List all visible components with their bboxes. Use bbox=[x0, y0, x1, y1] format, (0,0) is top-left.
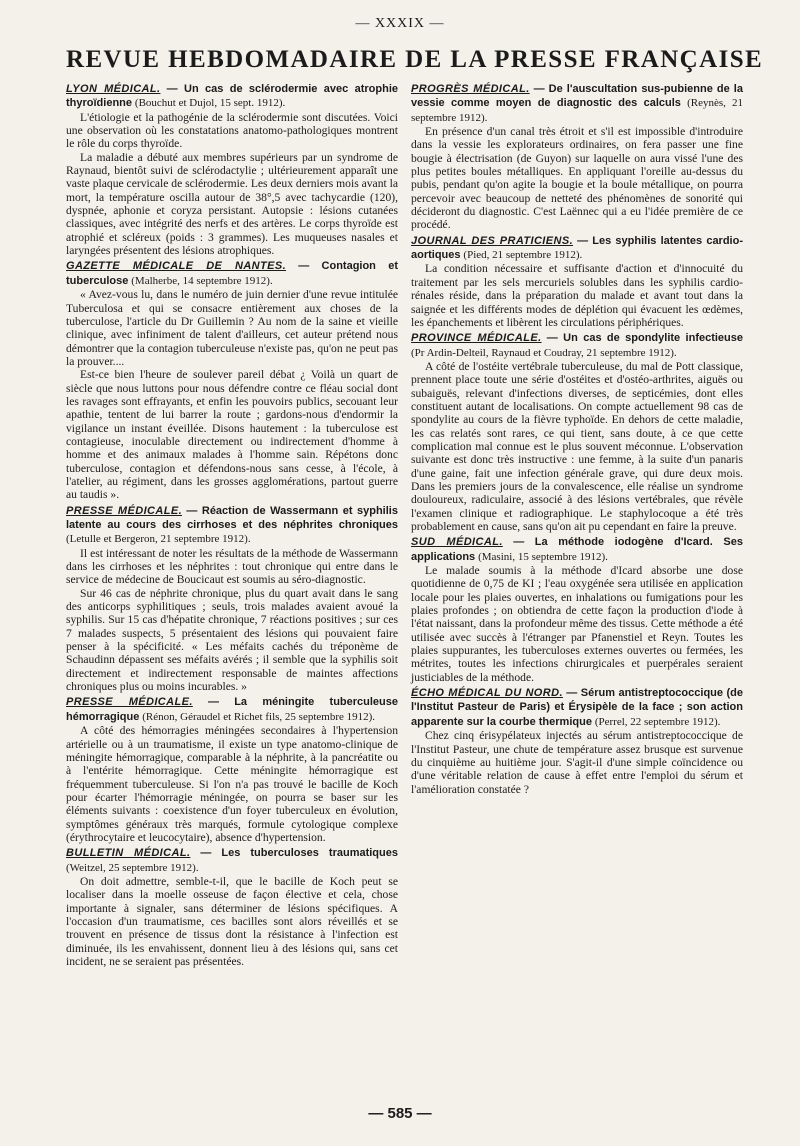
article-ref: (Rénon, Géraudel et Richet fils, 25 septembre 1912). bbox=[142, 710, 376, 723]
article-heading bbox=[411, 535, 743, 564]
article-paragraph: « Avez-vous lu, dans le numéro de juin dernier d'une revue intitulée Tuberculosa et qui se consacre entièrement aux choses de la tuberculose, l'article du Dr Guillemin ? Au nom de la saine et vieille clinique, avec infiniment de talent d'ailleurs, cet auteur prétend nous démontrer que la contagion tuberculeuse n'existe pas, qu'on ne peut pas la prouver.... bbox=[66, 288, 398, 368]
article-source: ÉCHO MÉDICAL DU NORD. bbox=[411, 687, 563, 700]
article-title: — Les syphilis latentes cardio-aortiques bbox=[411, 234, 743, 262]
article-province bbox=[411, 331, 743, 533]
article-nantes bbox=[66, 259, 398, 501]
article-ref: (Malherbe, 14 septembre 1912). bbox=[131, 274, 273, 287]
article-paragraph: A côté des hémorragies méningées secondaires à l'hypertension artérielle ou à un traumatisme, il existe un type anatomo-clinique de méningite hémorragique, comparable à la néphrite, à la pancréatite ou à l'entérite hémorragique. Cette méningite hémorragique est fréquemment tuberculeuse. Si l'on n'a pas trouvé le bacille de Koch pour écarter l'hémorragie méningée, on pourra se baser sur les éléments suivants : coexistence d'un foyer tuberculeux en évolution, symptômes généraux très marqués, formule cytologique complexe (érythrocytaire et leucocytaire), absence d'hypertension. bbox=[66, 724, 398, 844]
article-lyon bbox=[66, 82, 398, 257]
article-ref: (Reynès, 21 septembre 1912). bbox=[411, 97, 743, 124]
article-title: — Contagion et tuberculose bbox=[66, 260, 398, 287]
article-title: — De l'auscultation sus-pubienne de la vessie comme moyen de diagnostic des calculs bbox=[411, 83, 743, 110]
article-source: JOURNAL DES PRATICIENS. bbox=[411, 234, 574, 247]
article-ref: (Weitzel, 25 septembre 1912). bbox=[66, 861, 199, 874]
article-heading bbox=[411, 82, 743, 125]
article-journal-praticiens bbox=[411, 234, 743, 329]
article-ref: (Perrel, 22 septembre 1912). bbox=[594, 715, 721, 728]
journal-masthead: REVUE HEBDOMADAIRE DE LA PRESSE FRANÇAISE bbox=[66, 46, 764, 73]
article-paragraph: Est-ce bien l'heure de soulever pareil débat ¿ Voilà un quart de siècle que nous luttons pour nous défendre contre ce fléau social dont les ravages sont effrayants, et enfin les pouvoirs publics, secouant leur apathie, tentent de lui barrer la route ; gardons-nous d'endormir la vigilance un instant éveillée. Disons hautement : la tuberculose est contagieuse, inoculable directement ou indirectement d'homme à homme et des animaux malades à l'homme sain. Répétons donc tuberculose, contagion et défendons-nous sans cesse, à l'école, à l'atelier, au régiment, dans les grosses agglomérations, partout guerre au taudis ». bbox=[66, 368, 398, 502]
article-title: — Un cas de spondylite infectieuse bbox=[546, 332, 744, 345]
article-title: — Sérum antistreptococcique (de l'Institut Pasteur de Paris) et Érysipèle de la face ; son action apparente sur la courbe thermique bbox=[411, 687, 743, 728]
article-progres bbox=[411, 82, 743, 232]
article-source: LYON MÉDICAL. bbox=[66, 83, 161, 95]
article-paragraph: Le malade soumis à la méthode d'Icard absorbe une dose quotidienne de 0,75 de KI ; l'eau oxygénée sera utilisée en application locale pour les plaies ouvertes, en inhalations ou fumigations pour les plaies profondes ; on obtiendra de cette façon la production d'iode à l'état naissant, dans la profondeur même des tissus. Cette méthode a été utilisée avec succès à l'étranger par Pfanenstiel et Reyn. Toutes les plaies suppurantes, les tuberculoses externes ouvertes ou fermées, les métrites, toutes les infections chirurgicales et puerpérales seraient justiciables de la méthode. bbox=[411, 564, 743, 684]
article-sud bbox=[411, 535, 743, 684]
article-paragraph: La maladie a débuté aux membres supérieurs par un syndrome de Raynaud, bientôt suivi de sclérodactylie ; ultérieurement apparaît une vaste plaque cervicale de sclérodermie. Les deux derniers mois avant la mort, la température oscilla autour de 38°,5 avec tachycardie (120), dyspnée, aphonie et coryza persistant. Autopsie : lésions cutanées classiques, avec intégrité des nerfs et des artères. Le corps thyroïde est atrophié et scléreux (poids : 3 grammes). Les muqueuses nasales et laryngées présentent des lésions atrophiques. bbox=[66, 150, 398, 258]
article-ref: (Letulle et Bergeron, 21 septembre 1912). bbox=[66, 533, 251, 546]
article-source: PRESSE MÉDICALE. bbox=[66, 504, 183, 517]
article-ref: (Bouchut et Dujol, 15 sept. 1912). bbox=[134, 97, 286, 110]
article-title: — La méningite tuberculeuse hémorragique bbox=[66, 696, 399, 723]
article-paragraph: A côté de l'ostéite vertébrale tuberculeuse, du mal de Pott classique, prennent place toute une série d'ostéites et d'ostéo-arthrites, aiguës ou subaiguës, relevant d'infections diverses, de septicémies, dont elles constituent autant de localisations. On compte actuellement 98 cas de spondylite au cours de la fièvre typhoïde. En dehors de cette maladie, les cas relatés sont rares, ce qui tient, sans doute, à ce que cette complication mal connue est le plus souvent méconnue. L'observation suivante est donc très instructive : une femme, à la suite d'un panaris d'une gaine, fait une infection générale grave, qui dure deux mois. Dans les premiers jours de la convalescence, elle réalise un syndrome douloureux, radiculaire, associé à des lésions vertébrales, que révèle l'examen clinique et radiographique. Le staphylocoque a été très probablement en cause, sans qu'on ait pu cependant en faire la preuve. bbox=[411, 359, 743, 533]
article-title: — Les tuberculoses traumatiques bbox=[200, 847, 398, 860]
article-heading bbox=[411, 686, 743, 729]
article-paragraph: Chez cinq érisypélateux injectés au sérum antistreptococcique de l'Institut Pasteur, une chute de température assez brusque est survenue du cinquième au huitième jour. S'agit-il d'une simple coïncidence ou d'une véritable relation de cause à effet entre l'emploi du sérum et l'amélioration constatée ? bbox=[411, 729, 743, 796]
article-ref: (Masini, 15 septembre 1912). bbox=[478, 550, 608, 563]
article-paragraph: On doit admettre, semble-t-il, que le bacille de Koch peut se localiser dans la moelle osseuse de façon élective et cela, chose importante à signaler, sans déterminer de lésions spécifiques. A l'occasion d'un traumatisme, ces bacilles sont alors réveillés et se trouvent en présence de tissus dont la résistance à l'infection est diminuée, ils les envahissent, donnent lieu à des lésions qui, sans cet incident, ne se seraient pas présentées. bbox=[66, 874, 398, 968]
article-heading bbox=[411, 331, 743, 360]
article-heading bbox=[66, 846, 398, 875]
article-paragraph: La condition nécessaire et suffisante d'action et d'innocuité du traitement par les sels mercuriels solubles dans les syphilis cardio-rénales réside, dans la préparation du malade et avant tout dans la saignée et les différents modes de déplétion qui évacuent les œdèmes, les épanchements et libèrent les circulations périphériques. bbox=[411, 262, 743, 329]
article-source: BULLETIN MÉDICAL. bbox=[66, 847, 191, 860]
article-presse-wassermann bbox=[66, 504, 398, 694]
article-paragraph: En présence d'un canal très étroit et s'il est impossible d'introduire dans la vessie les explorateurs ordinaires, on fera passer une fine bougie à électrisation (de Guyon) sur laquelle on aura vissé l'une des plus petites boules métalliques. En appliquant l'oreille au-dessus du pubis, pendant qu'on agite la bougie et la boule métallique, on pourra percevoir avec beaucoup de netteté des phénomènes de sonorité qui décideront du diagnostic. C'est Laënnec qui a eu l'idée première de ce procédé. bbox=[411, 125, 743, 232]
page-number: — 585 — bbox=[368, 1105, 432, 1122]
article-title: — Un cas de sclérodermie avec atrophie thyroïdienne bbox=[66, 83, 398, 110]
article-title: — Réaction de Wassermann et syphilis latente au cours des cirrhoses et des néphrites chroniques bbox=[66, 504, 398, 531]
article-heading bbox=[66, 82, 398, 111]
article-heading bbox=[66, 259, 398, 288]
article-heading bbox=[66, 504, 398, 547]
article-heading bbox=[66, 695, 398, 724]
article-ref: (Pr Ardin-Delteil, Raynaud et Coudray, 21 septembre 1912). bbox=[411, 346, 677, 359]
page-roman-numeral: — XXXIX — bbox=[355, 16, 445, 31]
article-paragraph: Il est intéressant de noter les résultats de la méthode de Wassermann dans les cirrhoses et les néphrites : tout chronique qui entre dans le service de médecine de Boucicaut est soumis au séro-diagnostic. bbox=[66, 546, 398, 587]
right-column bbox=[411, 82, 743, 798]
article-presse-meningite bbox=[66, 695, 398, 844]
left-column bbox=[66, 82, 398, 970]
article-echo bbox=[411, 686, 743, 796]
article-paragraph: Sur 46 cas de néphrite chronique, plus du quart avait dans le sang des anticorps syphilitiques ; seuls, trois malades avaient avoué la syphilis. Sur 15 cas d'hépatite chronique, 7 réactions positives ; sur ces 7 malades suspects, 5 présentaient des lésions qui pouvaient faire penser à la spécificité. « Les méfaits cachés du tréponème de Schaudinn dépassent ses méfaits avérés ; il semble que la syphilis soit directement et indirectement responsable de maintes affections chroniques plus ou moins incurables. » bbox=[66, 586, 398, 694]
article-paragraph: L'étiologie et la pathogénie de la sclérodermie sont discutées. Voici une observation où les constatations anatomo-pathologiques montrent le rôle du corps thyroïde. bbox=[66, 110, 398, 151]
article-bulletin bbox=[66, 846, 398, 968]
article-ref: (Pied, 21 septembre 1912). bbox=[463, 249, 583, 262]
article-source: GAZETTE MÉDICALE DE NANTES. bbox=[66, 260, 287, 273]
article-source: PROGRÈS MÉDICAL. bbox=[411, 83, 530, 95]
article-source: PRESSE MÉDICALE. bbox=[66, 696, 193, 709]
article-heading bbox=[411, 234, 743, 263]
article-title: — La méthode iodogène d'Icard. Ses applications bbox=[411, 536, 743, 563]
article-source: SUD MÉDICAL. bbox=[411, 536, 503, 549]
article-source: PROVINCE MÉDICALE. bbox=[411, 332, 542, 345]
